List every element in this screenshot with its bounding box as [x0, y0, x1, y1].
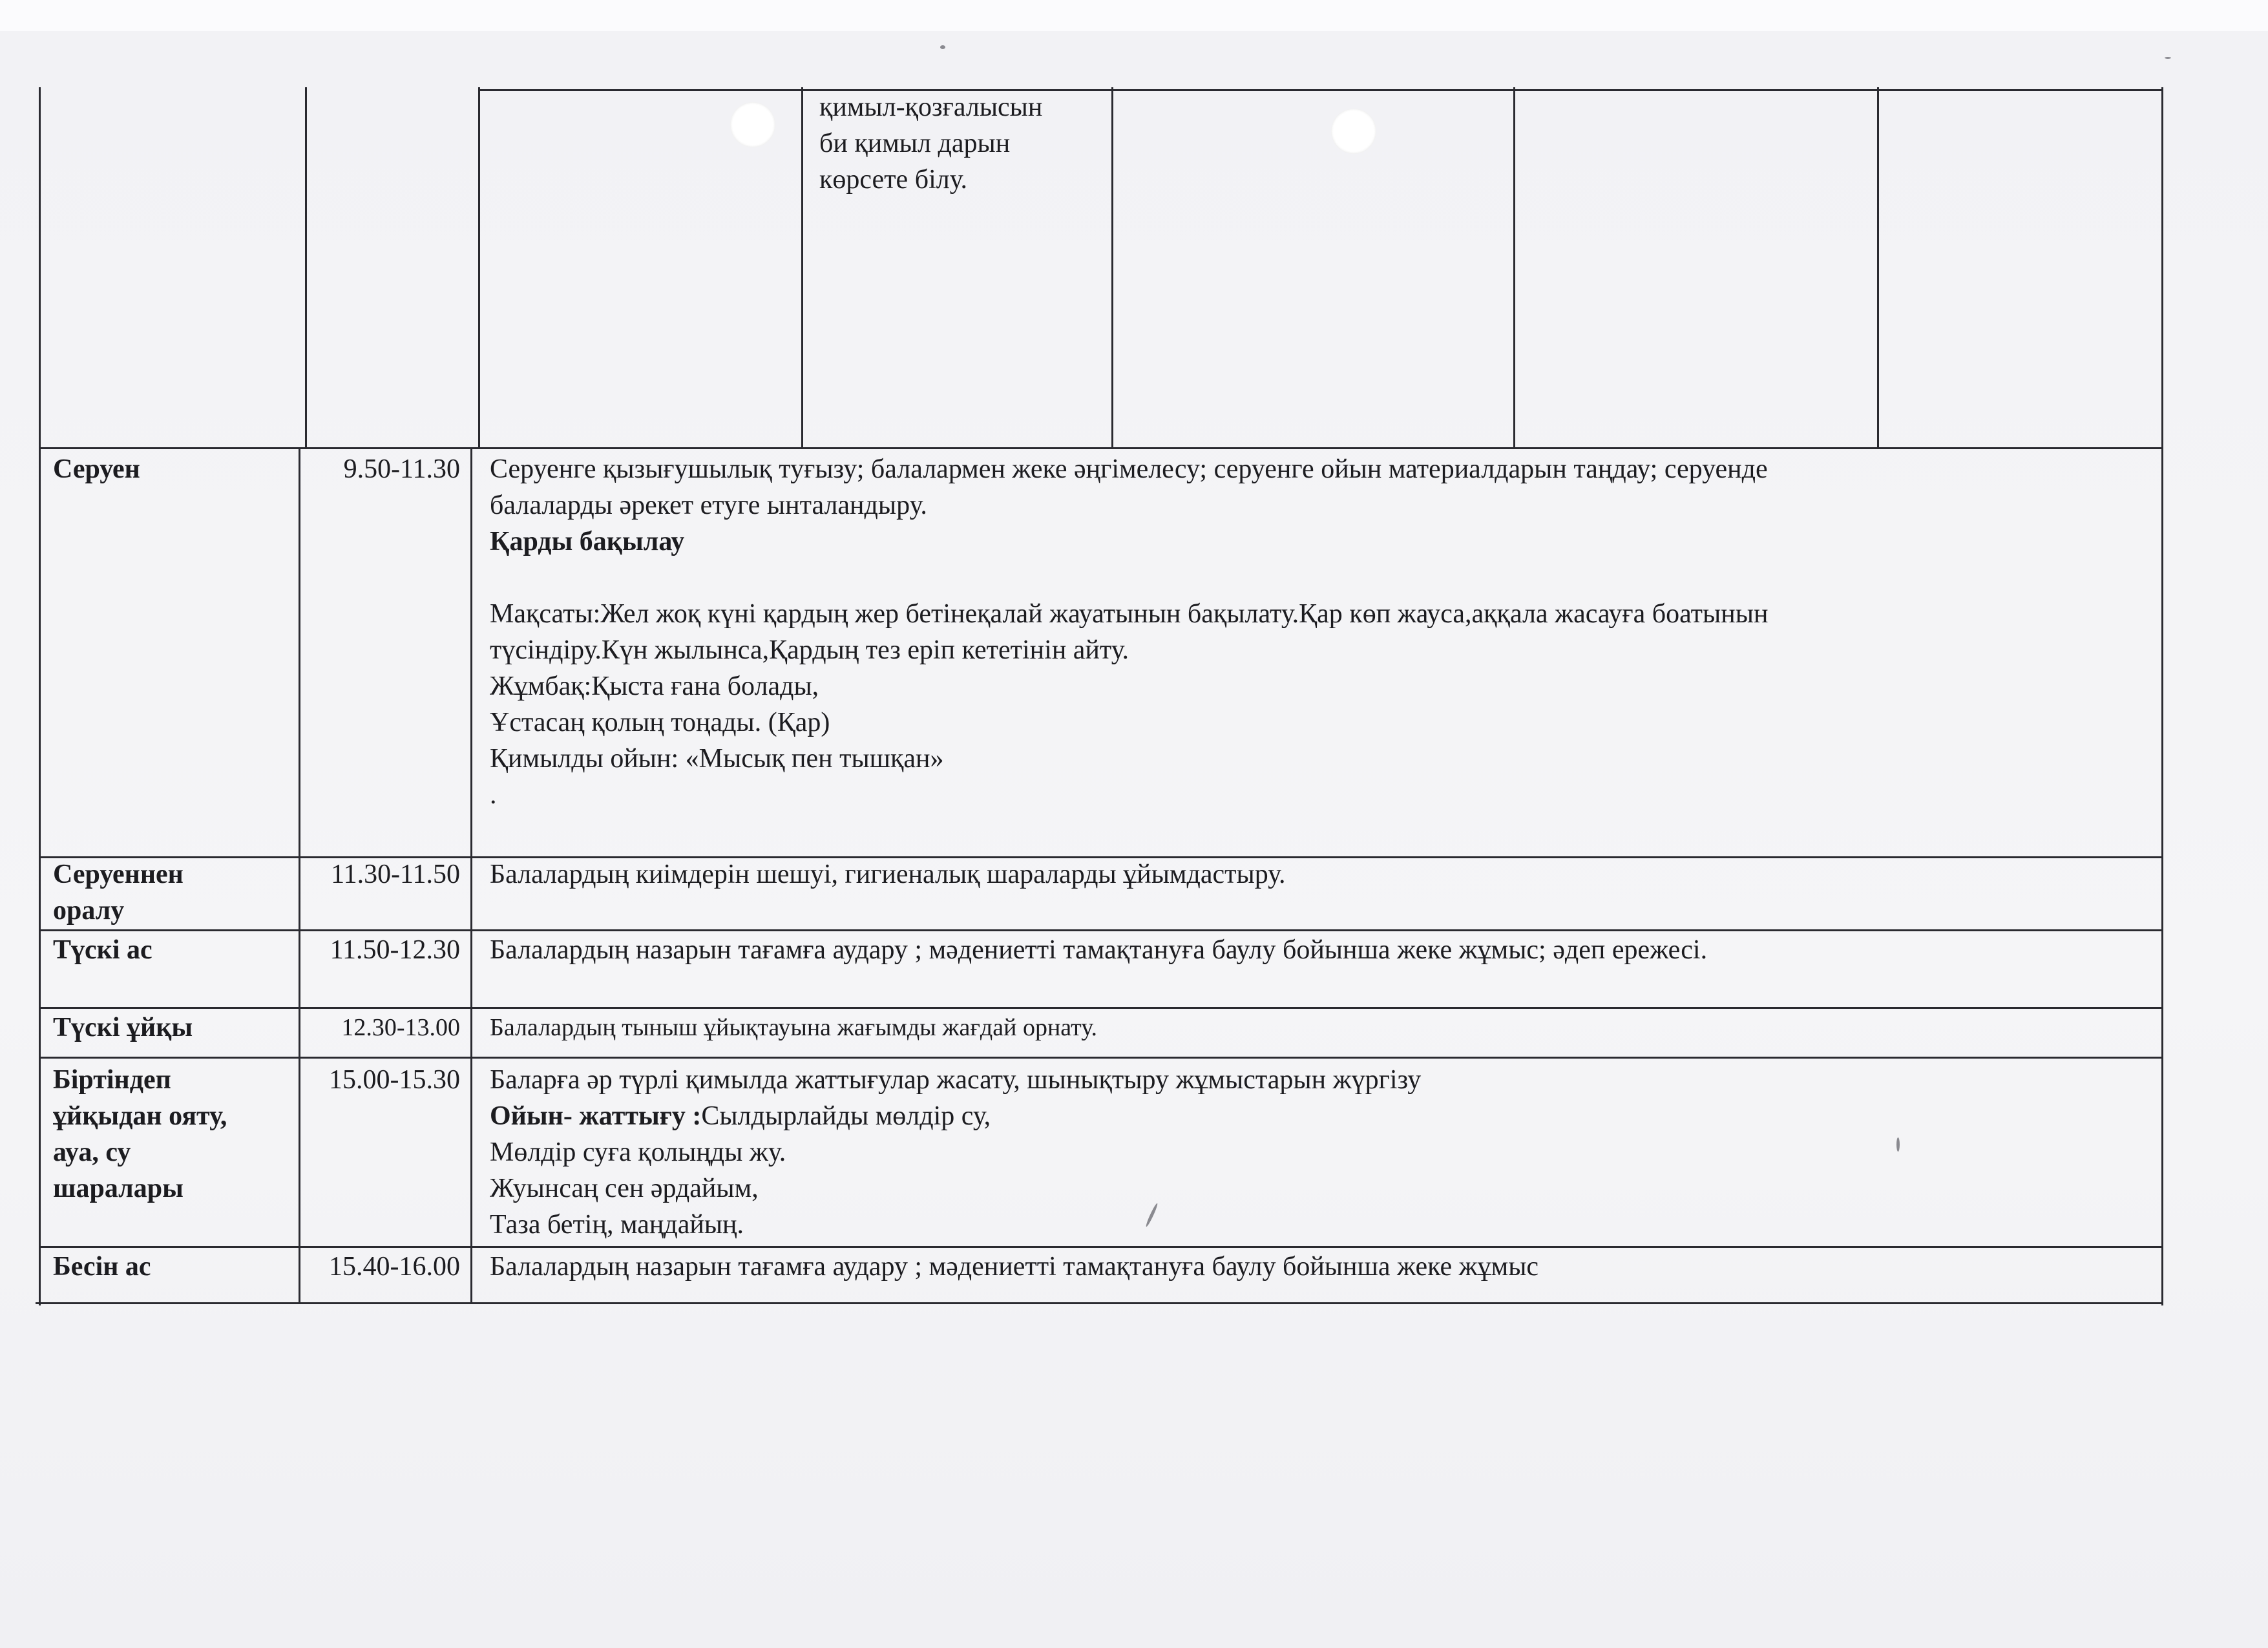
label-line: Біртіндеп [53, 1065, 171, 1095]
row-content [490, 451, 1768, 813]
label-line: Серуеннен [53, 860, 184, 889]
row-label [53, 1009, 193, 1046]
label-line: оралу [53, 896, 125, 925]
table-border [39, 1246, 2163, 1248]
table-border [2161, 87, 2163, 1305]
content-line: Мөлдір суға қолыңды жу. [490, 1137, 786, 1167]
content-line: Жұмбақ:Қыста ғана болады, [490, 671, 819, 701]
table-border [39, 1057, 2163, 1059]
table-border [39, 1007, 2163, 1009]
row-content [490, 856, 1285, 893]
table-border [305, 87, 307, 447]
content-line: Баларға әр түрлі қимылда жаттығулар жасату, шынықтыру жұмыстарын жүргізу [490, 1065, 1422, 1095]
content-spacer [490, 560, 1768, 596]
row-time: 15.00-15.30 [329, 1065, 460, 1095]
table-border [39, 447, 2163, 449]
label-line: Түскі ұйқы [53, 1013, 193, 1042]
table-border [1111, 87, 1113, 447]
content-line: . [490, 780, 497, 810]
table-border [478, 89, 2163, 91]
content-line: Балалардың киімдерін шешуі, гигиеналық шараларды ұйымдастыру. [490, 860, 1286, 889]
row-content [490, 1009, 1097, 1046]
label-line: ұйқыдан ояту, [53, 1101, 227, 1131]
row-label [53, 1062, 227, 1207]
content-line: Мақсаты:Жел жоқ күні қардың жер бетінеқалай жауатынын бақылату.Қар көп жауса,аққала жасауға боатынын [490, 599, 1769, 629]
table-border [801, 87, 803, 447]
row-time: 12.30-13.00 [341, 1014, 460, 1041]
row-label [53, 1249, 151, 1285]
content-line: Балалардың назарын тағамға аудару ; мәдениетті тамақтануға баулу бойынша жеке жұмыс [490, 1252, 1539, 1282]
label-line: Бесін ас [53, 1252, 151, 1282]
top-row-cell-text [819, 89, 1042, 198]
table-border [1877, 87, 1879, 447]
content-line: түсіндіру.Күн жылынса,Қардың тез еріп кететінін айту. [490, 635, 1129, 665]
table-border [1513, 87, 1515, 447]
row-time: 11.50-12.30 [330, 935, 460, 965]
cell-line: көрсете білу. [819, 165, 967, 195]
row-content [490, 932, 1707, 968]
table-border [36, 1302, 2163, 1304]
content-line: Серуенге қызығушылық туғызу; балалармен жеке әңгімелесу; серуенге ойын материалдарын таңдау; серуенде [490, 454, 1768, 484]
cell-line: қимыл-қозғалысын [819, 92, 1043, 122]
content-line: Таза бетің, маңдайың. [490, 1210, 744, 1240]
content-line: балаларды әрекет етуге ынталандыру. [490, 491, 927, 520]
row-content [490, 1249, 1538, 1285]
row-label [53, 932, 152, 968]
table-border [478, 87, 480, 447]
row-time: 9.50-11.30 [343, 454, 460, 484]
table-border [299, 447, 300, 1304]
cell-line: би қимыл дарын [819, 129, 1011, 158]
content-line: Ұстасаң қолың тоңады. (Қар) [490, 708, 830, 737]
content-bold-prefix: Ойын- жаттығу : [490, 1101, 702, 1131]
row-label [53, 856, 184, 929]
label-line: Серуен [53, 454, 140, 484]
content-line: Қимылды ойын: «Мысық пен тышқан» [490, 744, 944, 774]
label-line: Түскі ас [53, 935, 152, 965]
content-rest: Сылдырлайды мөлдір су, [701, 1101, 991, 1131]
content-line [490, 1098, 1421, 1134]
content-line: Балалардың тыныш ұйықтауына жағымды жағдай орнату. [490, 1014, 1097, 1041]
table-border [470, 447, 472, 1304]
row-content [490, 1062, 1421, 1243]
table-border [39, 87, 41, 1305]
row-time: 11.30-11.50 [331, 860, 460, 889]
row-label [53, 451, 140, 487]
label-line: ауа, су [53, 1137, 131, 1167]
content-heading: Қарды бақылау [490, 527, 685, 556]
content-line: Балалардың назарын тағамға аудару ; мәдениетті тамақтануға баулу бойынша жеке жұмыс; әдеп ережесі. [490, 935, 1708, 965]
label-line: шаралары [53, 1174, 184, 1203]
content-line: Жуынсаң сен әрдайым, [490, 1174, 759, 1203]
table-border [39, 929, 2163, 931]
row-time: 15.40-16.00 [329, 1252, 460, 1282]
